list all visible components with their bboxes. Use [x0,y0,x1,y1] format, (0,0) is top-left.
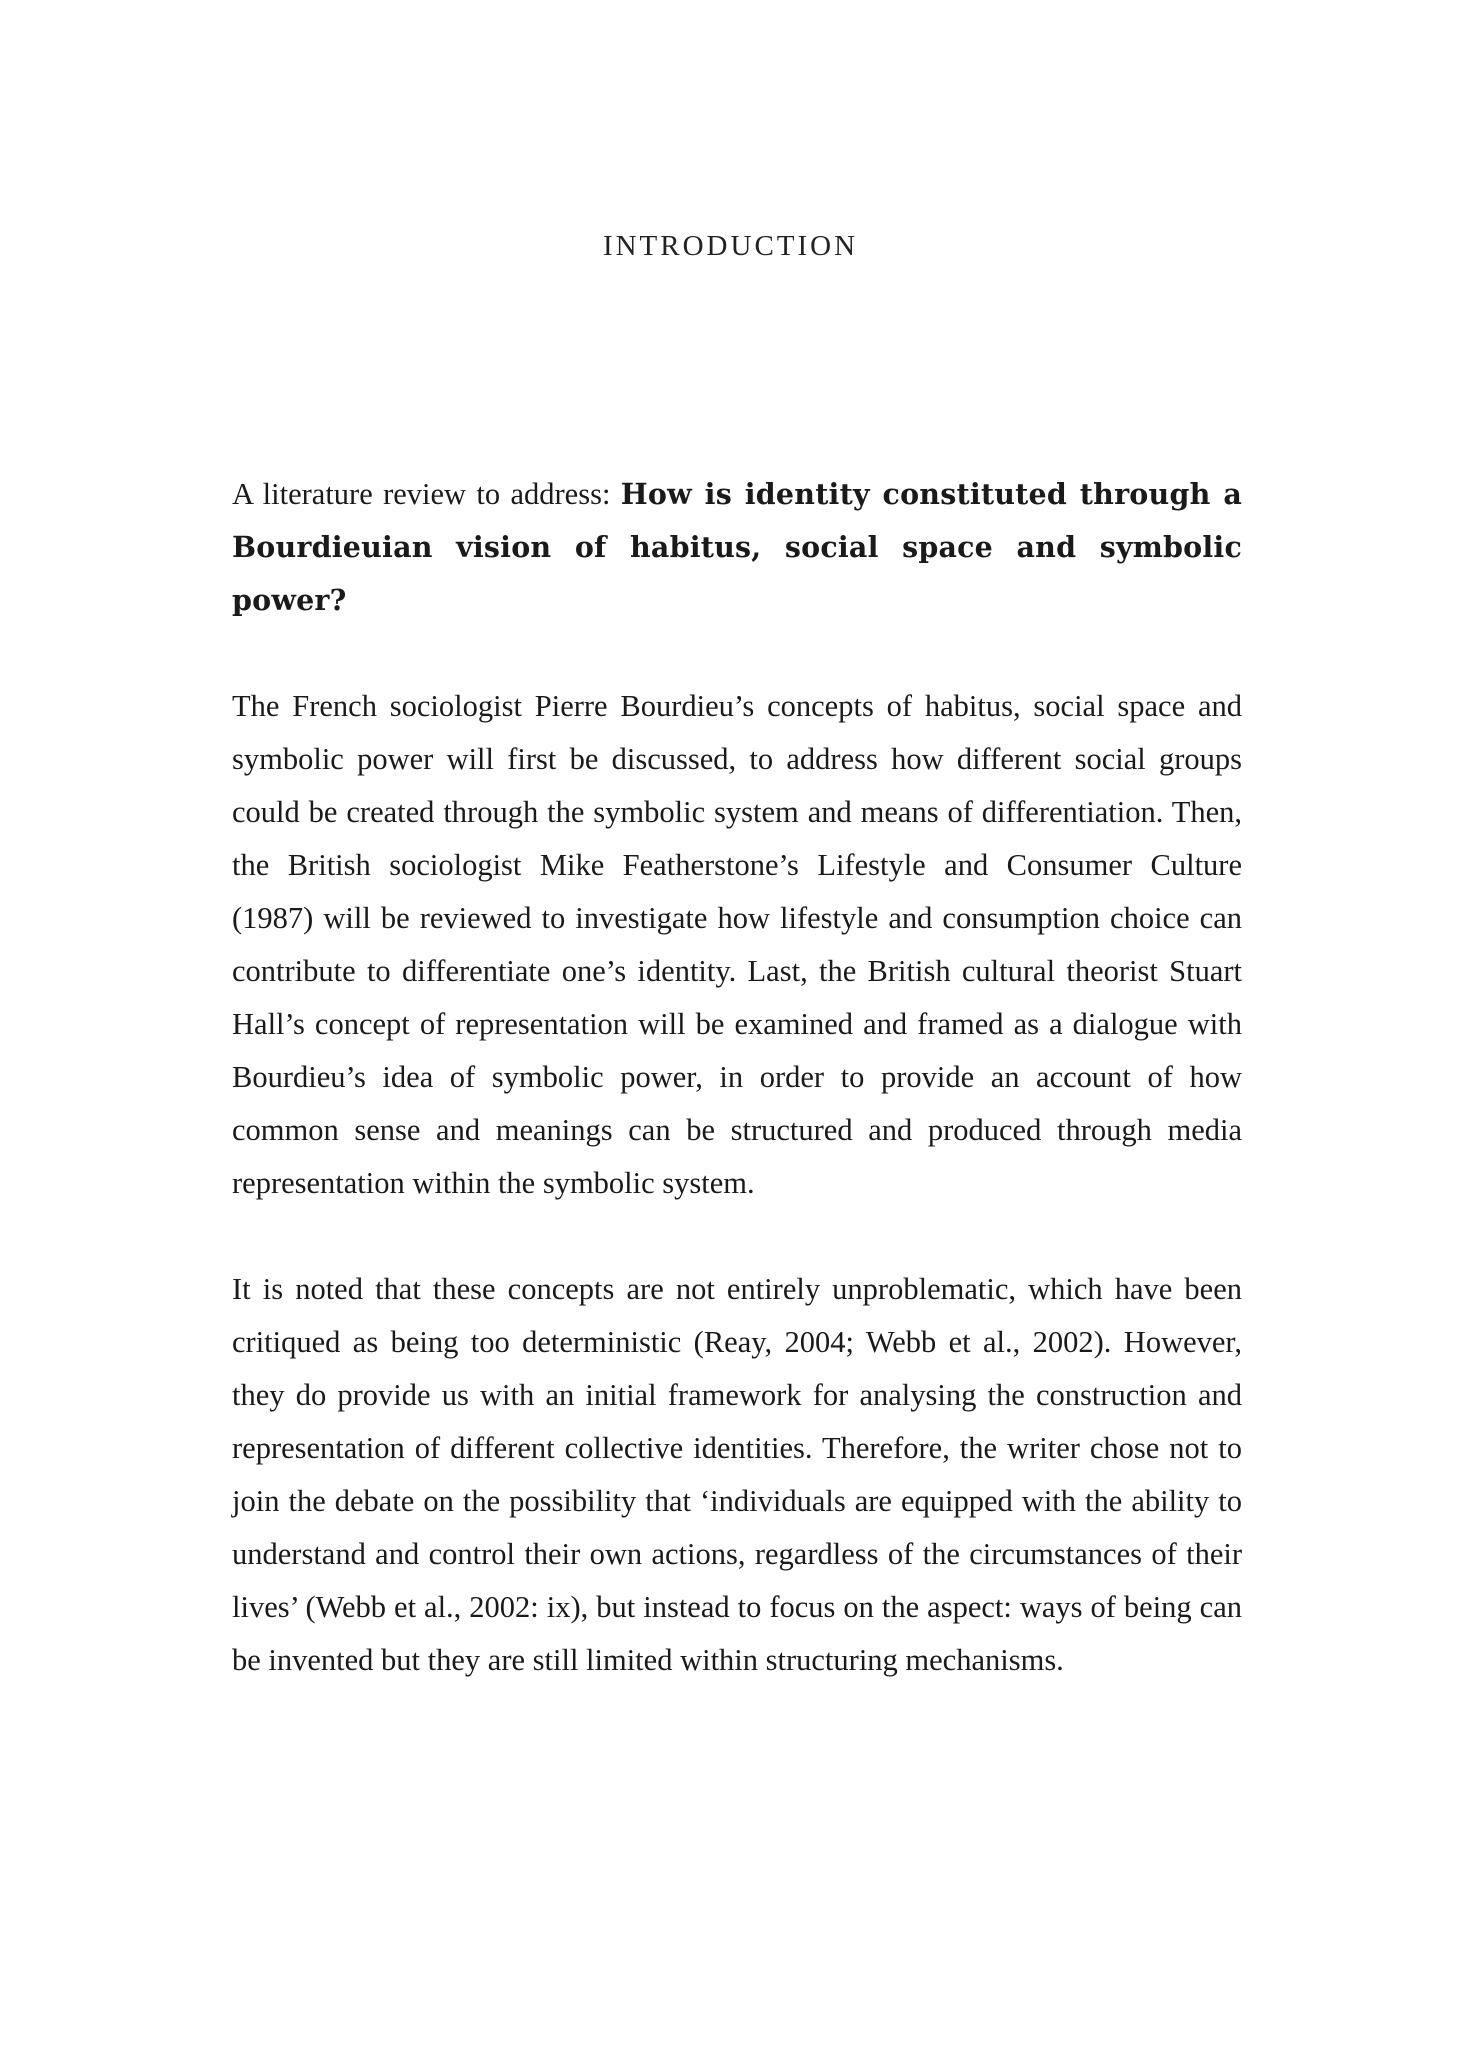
lead-prefix: A literature review to address: [232,477,621,511]
section-heading: INTRODUCTION [602,230,859,262]
lead-paragraph [232,468,1242,627]
paragraph-overview: The French sociologist Pierre Bourdieu’s concepts of habitus, social space and symbolic power will first be discussed, to address how different social groups could be created through the symbolic system and means of differentiation. Then, the British sociologist Mike Featherstone’s Lifestyle and Consumer Culture (1987) will be reviewed to investigate how lifestyle and consumption choice can contribute to differentiate one’s identity. Last, the British cultural theorist Stuart Hall’s concept of representation will be examined and framed as a dialogue with Bourdieu’s idea of symbolic power, in order to provide an account of how common sense and meanings can be structured and produced through media representation within the symbolic system. [232,689,1242,1200]
research-question: How is identity constituted through a Bourdieuian vision of habitus, social space and symbolic power? [232,477,1242,617]
paragraph-critique: It is noted that these concepts are not entirely unproblematic, which have been critiqued as being too deterministic (Reay, 2004; Webb et al., 2002). However, they do provide us with an initial framework for analysing the construction and representation of different collective identities. Therefore, the writer chose not to join the debate on the possibility that ‘individuals are equipped with the ability to understand and control their own actions, regardless of the circumstances of their lives’ (Webb et al., 2002: ix), but instead to focus on the aspect: ways of being can be invented but they are still limited within structuring mechanisms. [232,1272,1242,1677]
body-text [232,468,1242,1740]
